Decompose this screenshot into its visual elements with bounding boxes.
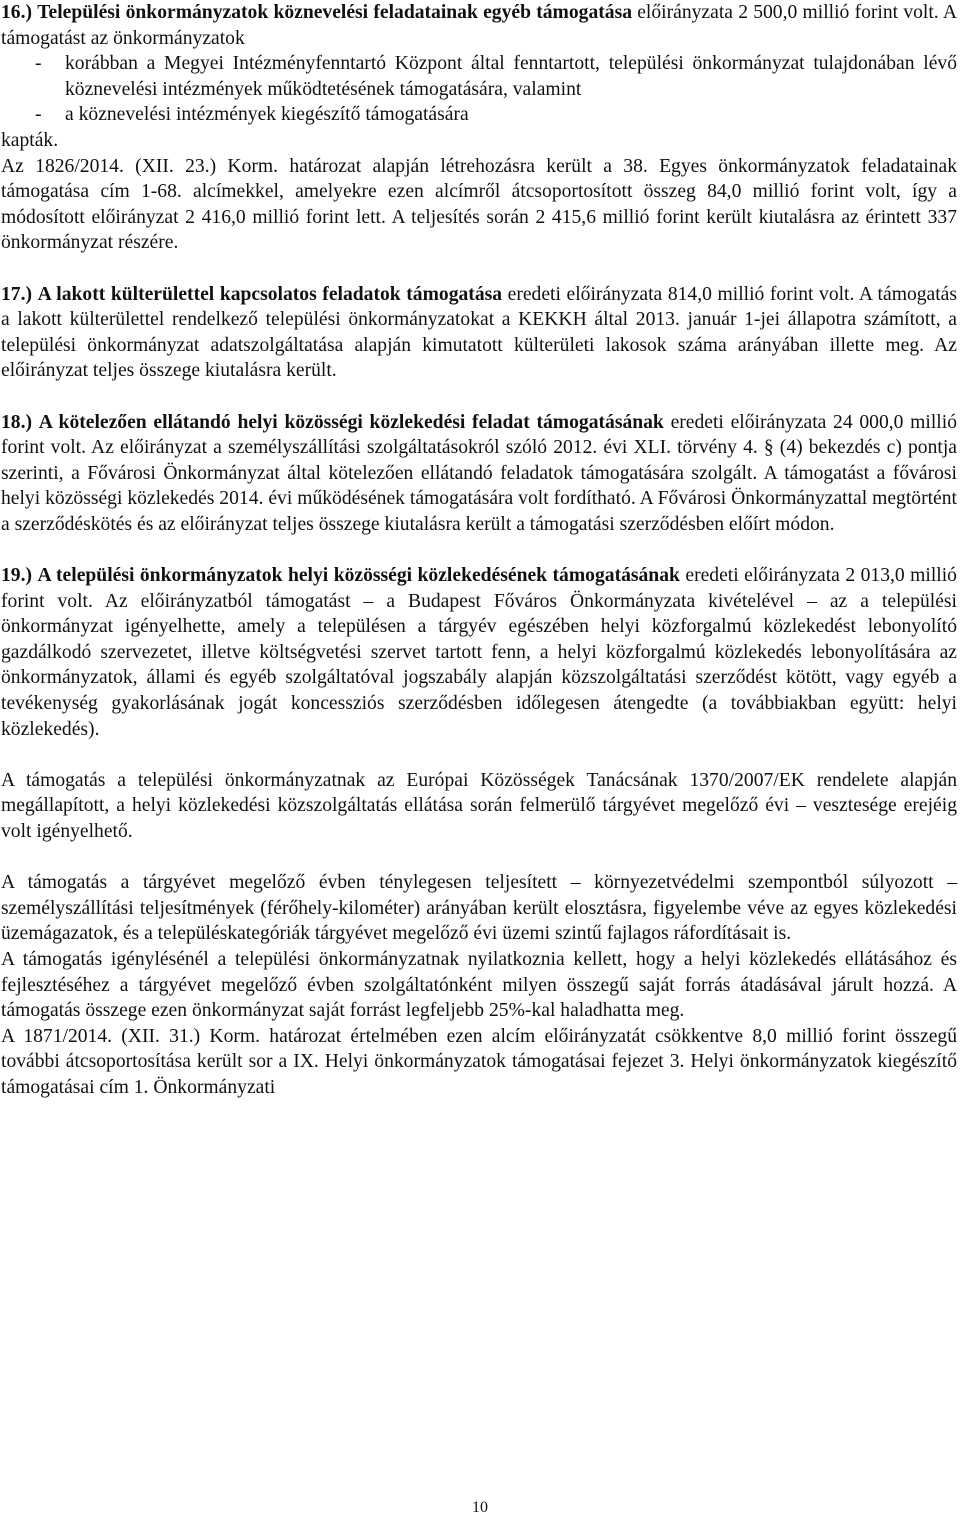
section-18-body: eredeti előirányzata 24 000,0 millió forint volt. Az előirányzat a személyszállítási szolgáltatásokról szóló 2012. évi XLI. törvény 4. § (4) bekezdés c) pontja szerinti, a Fővárosi Önkormányzat által kötelezően ellátandó feladatok támogatására szolgált. A támogatást a fővárosi helyi közösségi közlekedés 2014. évi működésének támogatására volt fordítható. A Fővárosi Önkormányzattal megtörtént a szerződéskötés és az előirányzat teljes összege kiutalásra került a támogatási szerződésben előírt módon. xyxy=(1,411,957,535)
section-18-number: 18.) xyxy=(1,411,33,433)
section-18 xyxy=(1,410,957,538)
section-16-list xyxy=(1,51,957,128)
section-19-number: 19.) xyxy=(1,565,33,587)
section-16-paragraph: Az 1826/2014. (XII. 23.) Korm. határozat alapján létrehozásra került a 38. Egyes önkormányzatok feladatainak támogatása cím 1-68. alcímekkel, amelyekre ezen alcímről átcsoportosított összeg 84,0 millió forint volt, így a módosított előirányzat 2 416,0 millió forint lett. A teljesítés során 2 415,6 millió forint került kiutalásra az érintett 337 önkormányzat részére. xyxy=(1,155,957,254)
section-16-number: 16.) xyxy=(1,2,33,23)
section-19-title: A települési önkormányzatok helyi közösségi közlekedésének támogatásának xyxy=(37,565,680,587)
list-dash: - xyxy=(35,53,42,75)
section-19-paragraph-2: A támogatás a települési önkormányzatnak az Európai Közösségek Tanácsának 1370/2007/EK rendelete alapján megállapított, a helyi közlekedési közszolgáltatás ellátása során felmerülő tárgyévet megelőző évi – vesztesége erejéig volt igényelhető. xyxy=(1,769,957,842)
section-16-closing: kapták. xyxy=(1,129,59,151)
section-16-intro xyxy=(1,0,957,51)
list-item-text: korábban a Megyei Intézményfenntartó Központ által fenntartott, települési önkormányzat tulajdonában lévő köznevelési intézmények működtetésének támogatására, valamint xyxy=(65,53,957,100)
list-item-text: a köznevelési intézmények kiegészítő támogatására xyxy=(65,104,469,126)
page-number: 10 xyxy=(472,1499,488,1516)
section-16-intro-text: előirányzata 2 500,0 millió forint volt. A támogatást az önkormányzatok xyxy=(1,2,958,49)
section-17-title: A lakott külterülettel kapcsolatos feladatok támogatása xyxy=(37,283,503,305)
section-19-body: eredeti előirányzata 2 013,0 millió forint volt. Az előirányzatból támogatást – a Budapest Főváros Önkormányzata kivételével – az a települési önkormányzat igényelhette, amely a településen a tárgyév egészében helyi közforgalmú közlekedést lebonyolító gazdálkodó szervezetet, illetve költségvetési szervet tartott fenn, a helyi közforgalmú közlekedés lebonyolítására az önkormányzatok, állami és egyéb szolgáltatóval jogszabály alapján közszolgáltatási szerződést kötött, vagy egyéb a tevékenység gyakorlásának jogát koncessziós szerződésben időlegesen átengedte (a továbbiakban együtt: helyi közlekedés). xyxy=(1,565,957,740)
section-19 xyxy=(1,563,957,742)
section-19-paragraph-5: A 1871/2014. (XII. 31.) Korm. határozat értelmében ezen alcím előirányzatát csökkentve 8,0 millió forint összegű további átcsoportosítása került sor a IX. Helyi önkormányzatok támogatásai fejezet 3. Helyi önkormányzatok kiegészítő támogatásai cím 1. Önkormányzati xyxy=(1,1025,957,1098)
section-19-paragraph-3: A támogatás a tárgyévet megelőző évben ténylegesen teljesített – környezetvédelmi szempontból súlyozott – személyszállítási teljesítmények (férőhely-kilométer) arányában került elosztásra, figyelembe véve az egyes közlekedési üzemágazatok, és a településkategóriák tárgyévet megelőző évi üzemi szintű fajlagos ráfordításait is. xyxy=(1,872,957,945)
section-17-body: eredeti előirányzata 814,0 millió forint volt. A támogatás a lakott külterülettel rendelkező települési önkormányzatokat a KEKKH által 2013. január 1-jei állapotra számított, a települési önkormányzat adatszolgáltatása alapján kimutatott külterületi lakosok száma arányában illette meg. Az előirányzat teljes összege kiutalásra került. xyxy=(1,283,957,382)
section-17-number: 17.) xyxy=(1,283,33,305)
section-17 xyxy=(1,282,957,384)
section-19-paragraph-4: A támogatás igénylésénél a települési önkormányzatnak nyilatkoznia kellett, hogy a helyi közlekedés ellátásához és fejlesztéséhez a tárgyévet megelőző évben szolgáltatónként milyen összegű saját forrás átadásával járult hozzá. A támogatás összege ezen önkormányzat saját forrást legfeljebb 25%-kal haladhatta meg. xyxy=(1,948,957,1022)
section-18-title: A kötelezően ellátandó helyi közösségi közlekedési feladat támogatásának xyxy=(38,411,664,433)
section-16-title: Települési önkormányzatok köznevelési feladatainak egyéb támogatása xyxy=(37,2,632,23)
list-item xyxy=(35,102,957,128)
list-dash: - xyxy=(35,104,42,126)
list-item xyxy=(35,51,957,102)
